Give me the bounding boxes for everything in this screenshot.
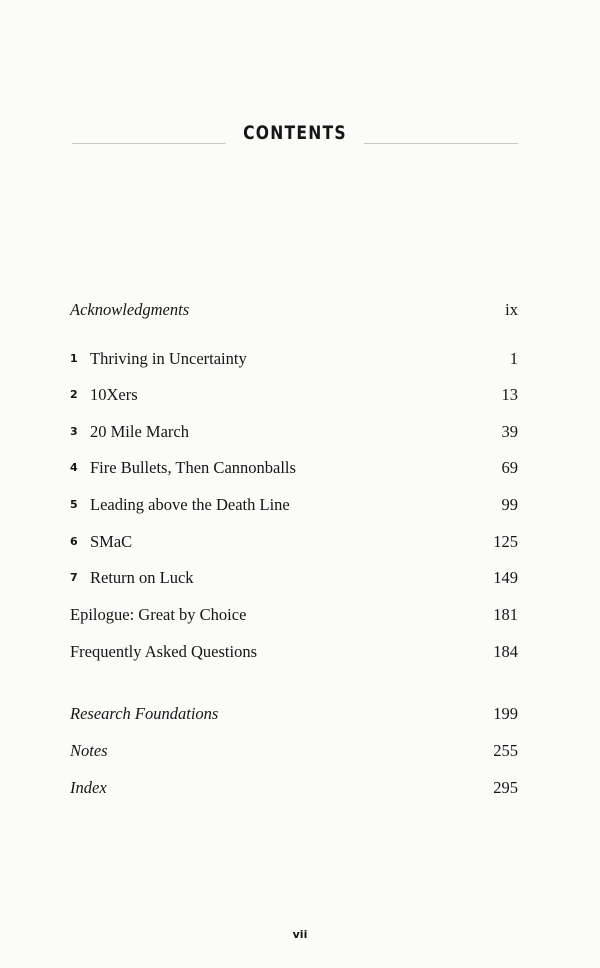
toc-entry-title: Thriving in Uncertainty: [90, 349, 247, 368]
page-number-footer: vii: [292, 928, 308, 941]
toc-entry-page: 1: [509, 349, 518, 368]
toc-entry-page: 39: [501, 422, 518, 441]
toc-entry-title: SMaC: [90, 532, 133, 551]
toc-entry-epilogue: [70, 605, 518, 629]
toc-entry-research-foundations: [70, 704, 518, 728]
chapter-number: 4: [70, 461, 78, 474]
toc-entry-title: Leading above the Death Line: [90, 495, 290, 514]
toc-entry-title: Return on Luck: [90, 568, 194, 587]
toc-entry-notes: [70, 741, 518, 765]
toc-entry-chapter-3: [70, 422, 518, 446]
toc-entry-page: 149: [493, 568, 518, 587]
toc-entry-chapter-6: [70, 532, 518, 556]
toc-entry-title: Epilogue: Great by Choice: [70, 605, 247, 624]
toc-entry-title: Acknowledgments: [70, 300, 190, 319]
toc-entry-title: 10Xers: [90, 385, 138, 404]
contents-heading-block: [72, 122, 518, 150]
toc-entry-page: 199: [493, 704, 518, 723]
toc-entry-title: Index: [70, 778, 107, 797]
toc-entry-acknowledgments: [70, 300, 518, 324]
chapter-number: 7: [70, 571, 78, 584]
toc-entry-chapter-4: [70, 458, 518, 482]
toc-entry-chapter-5: [70, 495, 518, 519]
toc-entry-faq: [70, 642, 518, 666]
toc-entry-title: Frequently Asked Questions: [70, 642, 257, 661]
chapter-number: 1: [70, 352, 78, 365]
toc-entry-page: 181: [493, 605, 518, 624]
chapter-number: 5: [70, 498, 78, 511]
toc-entry-page: 255: [493, 741, 518, 760]
toc-entry-page: ix: [505, 300, 518, 319]
page-title: CONTENTS: [226, 122, 364, 144]
toc-entry-index: [70, 778, 518, 802]
toc-entry-page: 295: [493, 778, 518, 797]
toc-entry-page: 13: [501, 385, 518, 404]
toc-entry-page: 125: [493, 532, 518, 551]
toc-entry-page: 184: [493, 642, 518, 661]
toc-entry-page: 69: [501, 458, 518, 477]
chapter-number: 3: [70, 425, 78, 438]
chapter-number: 6: [70, 535, 78, 548]
chapter-number: 2: [70, 388, 78, 401]
toc-entry-chapter-7: [70, 568, 518, 592]
toc-entry-title: Fire Bullets, Then Cannonballs: [90, 458, 296, 477]
toc-entry-title: Notes: [70, 741, 108, 760]
toc-entry-title: 20 Mile March: [90, 422, 189, 441]
toc-entry-chapter-1: [70, 349, 518, 373]
toc-entry-chapter-2: [70, 385, 518, 409]
toc-entry-title: Research Foundations: [70, 704, 219, 723]
toc-entry-page: 99: [501, 495, 518, 514]
